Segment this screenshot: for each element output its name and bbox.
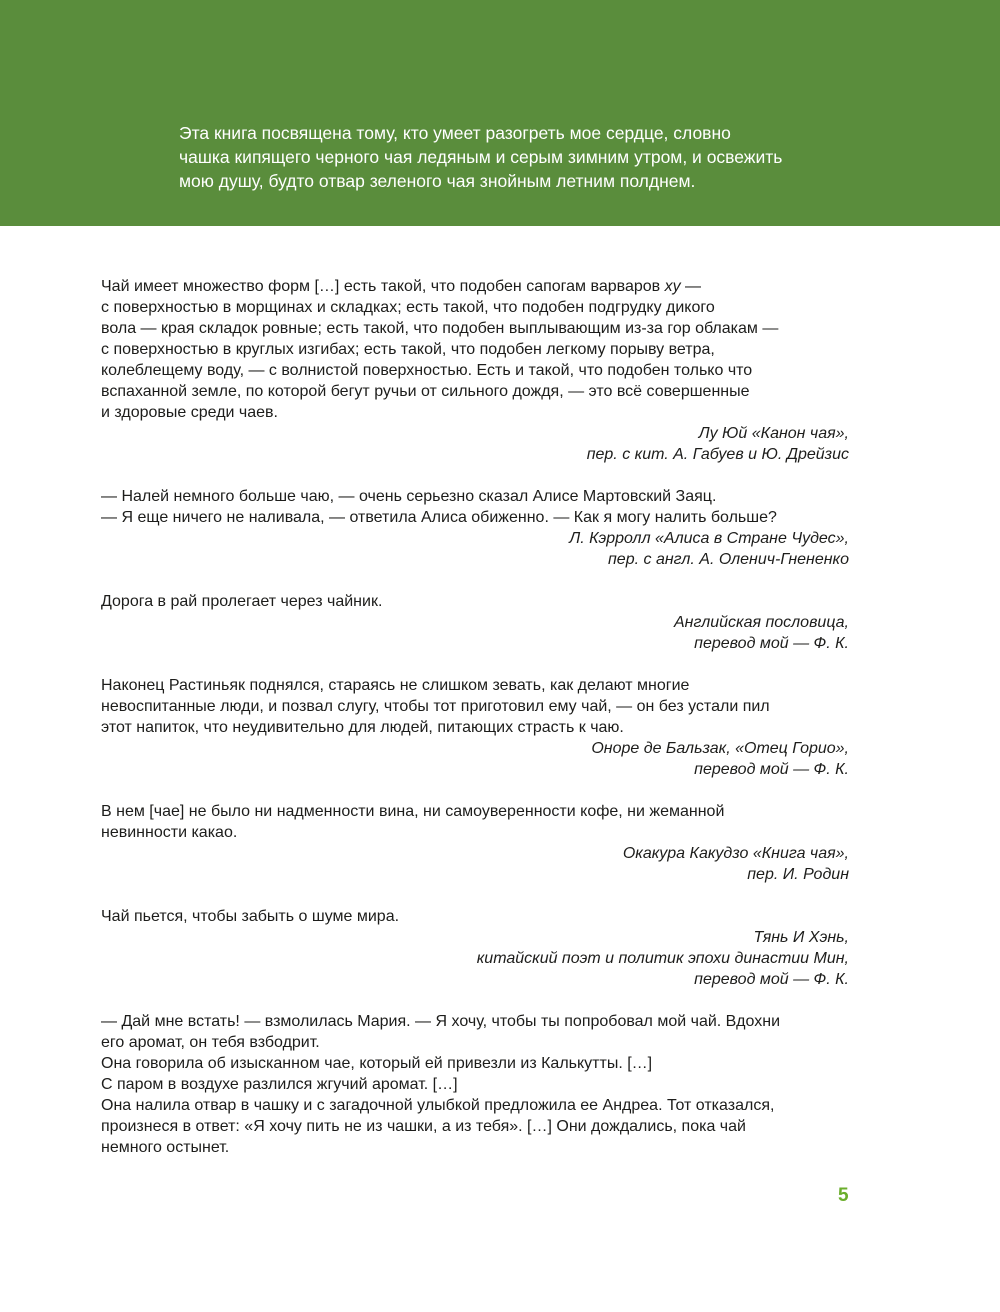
quote-line: невоспитанные люди, и позвал слугу, чтобы тот приготовил ему чай, — он без устали пил: [101, 698, 770, 715]
quote-line: и здоровые среди чаев.: [101, 404, 278, 421]
attribution-line: перевод мой — Ф. К.: [694, 635, 849, 652]
dedication-line: мою душу, будто отвар зеленого чая знойным летним полднем.: [179, 171, 696, 191]
quote-line: с поверхностью в морщинах и складках; есть такой, что подобен подгрудку дикого: [101, 299, 715, 316]
attribution-line: Лу Юй «Канон чая»,: [698, 425, 849, 442]
quote-line: — Я еще ничего не наливала, — ответила Алиса обиженно. — Как я могу налить больше?: [101, 509, 777, 526]
quote-line: с поверхностью в круглых изгибах; есть такой, что подобен легкому порыву ветра,: [101, 341, 715, 358]
attribution-line: перевод мой — Ф. К.: [694, 971, 849, 988]
attribution-line: Л. Кэрролл «Алиса в Стране Чудес»,: [569, 530, 849, 547]
dedication-line: чашка кипящего черного чая ледяным и серым зимним утром, и освежить: [179, 147, 783, 167]
epigraph-maria: [101, 1011, 861, 1158]
attribution-line: пер. И. Родин: [747, 866, 849, 883]
epigraph-tian-yi-heng: [101, 906, 861, 990]
quote-line: этот напиток, что неудивительно для людей, питающих страсть к чаю.: [101, 719, 624, 736]
quote-line: Чай имеет множество форм […] есть такой, что подобен сапогам варваров ху —: [101, 278, 702, 295]
dedication-line: Эта книга посвящена тому, кто умеет разогреть мое сердце, словно: [179, 123, 731, 143]
quote-line: Она налила отвар в чашку и с загадочной улыбкой предложила ее Андреа. Тот отказался,: [101, 1097, 775, 1114]
epigraph-balzac: [101, 675, 861, 780]
epigraph-carroll: [101, 486, 861, 570]
quote-line: невинности какао.: [101, 824, 238, 841]
epigraph-okakura: [101, 801, 861, 885]
dedication-text: [179, 121, 869, 193]
quote-line: Она говорила об изысканном чае, который ей привезли из Калькутты. […]: [101, 1055, 653, 1072]
quote-line: С паром в воздухе разлился жгучий аромат. […]: [101, 1076, 458, 1093]
epigraphs: [101, 276, 861, 1179]
quote-line: В нем [чае] не было ни надменности вина, ни самоуверенности кофе, ни жеманной: [101, 803, 725, 820]
quote-line: Наконец Растиньяк поднялся, стараясь не слишком зевать, как делают многие: [101, 677, 690, 694]
quote-line: вспаханной земле, по которой бегут ручьи от сильного дождя, — это всё совершенные: [101, 383, 750, 400]
italic-term: ху: [664, 278, 681, 295]
quote-line: произнеся в ответ: «Я хочу пить не из чашки, а из тебя». […] Они дождались, пока чай: [101, 1118, 746, 1135]
epigraph-proverb: [101, 591, 861, 654]
attribution-line: Тянь И Хэнь,: [753, 929, 849, 946]
quote-line: колеблещему воду, — с волнистой поверхностью. Есть и такой, что подобен только что: [101, 362, 753, 379]
page-number: 5: [838, 1185, 849, 1206]
attribution-line: Английская пословица,: [674, 614, 849, 631]
quote-line: — Дай мне встать! — взмолилась Мария. — Я хочу, чтобы ты попробовал мой чай. Вдохни: [101, 1013, 780, 1030]
quote-line: Дорога в рай пролегает через чайник.: [101, 593, 383, 610]
quote-line: Чай пьется, чтобы забыть о шуме мира.: [101, 908, 400, 925]
attribution-line: Оноре де Бальзак, «Отец Горио»,: [591, 740, 849, 757]
epigraph-lu-yu: [101, 276, 861, 465]
attribution-line: пер. с кит. А. Габуев и Ю. Дрейзис: [586, 446, 849, 463]
attribution-line: китайский поэт и политик эпохи династии Мин,: [476, 950, 849, 967]
quote-line: — Налей немного больше чаю, — очень серьезно сказал Алисе Мартовский Заяц.: [101, 488, 717, 505]
attribution-line: Окакура Какудзо «Книга чая»,: [622, 845, 849, 862]
attribution-line: перевод мой — Ф. К.: [694, 761, 849, 778]
quote-line: его аромат, он тебя взбодрит.: [101, 1034, 320, 1051]
attribution-line: пер. с англ. А. Оленич-Гнененко: [608, 551, 849, 568]
quote-line: вола — края складок ровные; есть такой, что подобен выплывающим из-за гор облакам —: [101, 320, 779, 337]
quote-line: немного остынет.: [101, 1139, 230, 1156]
